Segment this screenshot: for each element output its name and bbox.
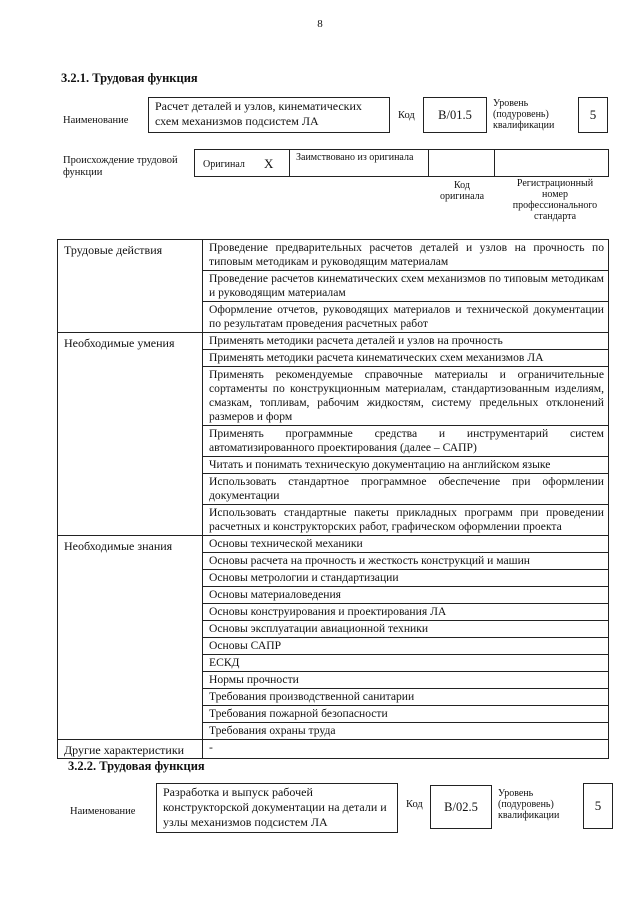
- origin-label: Происхождение трудовой функции: [63, 155, 178, 178]
- category-cell: Необходимые знания: [58, 536, 203, 740]
- function-name-box: Расчет деталей и узлов, кинематических схем механизмов подсистем ЛА: [148, 97, 390, 133]
- borrowed-label: Заимствовано из оригинала: [296, 152, 414, 163]
- table-row: [58, 536, 609, 553]
- level-label: Уровень (подуровень) квалификации: [493, 98, 555, 131]
- item-cell: Основы технической механики: [203, 536, 609, 553]
- name-label: Наименование: [63, 115, 129, 126]
- function-name-box-2: Разработка и выпуск рабочей конструкторской документации на детали и узлы механизмов подсистем ЛА: [156, 783, 398, 833]
- table-row: [58, 333, 609, 350]
- qualification-level-box-2: 5: [583, 783, 613, 829]
- item-cell: Требования пожарной безопасности: [203, 706, 609, 723]
- item-cell: -: [203, 740, 609, 759]
- original-label: Оригинал: [203, 159, 245, 170]
- item-cell: Основы материаловедения: [203, 587, 609, 604]
- page-number: 8: [317, 18, 323, 30]
- item-cell: Оформление отчетов, руководящих материалов и технической документации по результатам проведения расчетных работ: [203, 302, 609, 333]
- original-code-caption: Код оригинала: [439, 180, 485, 202]
- item-cell: Основы конструирования и проектирования ЛА: [203, 604, 609, 621]
- table-row: [58, 240, 609, 271]
- item-cell: Использовать стандартное программное обеспечение при оформлении документации: [203, 474, 609, 505]
- category-cell: Другие характеристики: [58, 740, 203, 759]
- code-label: Код: [398, 110, 415, 121]
- category-cell: Необходимые умения: [58, 333, 203, 536]
- function-details-table: [57, 239, 609, 759]
- section-title-3-2-1: 3.2.1. Трудовая функция: [61, 71, 198, 85]
- function-code-box: В/01.5: [423, 97, 487, 133]
- name-label-2: Наименование: [70, 806, 136, 817]
- section-title-3-2-2: 3.2.2. Трудовая функция: [68, 759, 205, 773]
- item-cell: Основы метрологии и стандартизации: [203, 570, 609, 587]
- item-cell: Проведение расчетов кинематических схем механизмов по типовым методикам и руководящим материалам: [203, 271, 609, 302]
- origin-row: [194, 149, 609, 177]
- item-cell: Применять программные средства и инструментарий систем автоматизированного проектирования (далее – САПР): [203, 426, 609, 457]
- category-cell: Трудовые действия: [58, 240, 203, 333]
- item-cell: Основы эксплуатации авиационной техники: [203, 621, 609, 638]
- registration-number-caption: Регистрационный номер профессионального стандарта: [512, 178, 598, 222]
- item-cell: Проведение предварительных расчетов деталей и узлов на прочность по типовым методикам и руководящим материалам: [203, 240, 609, 271]
- item-cell: Требования производственной санитарии: [203, 689, 609, 706]
- code-label-2: Код: [406, 799, 423, 810]
- item-cell: Использовать стандартные пакеты прикладных программ при проведении расчетных и конструкторских работ, графическом оформлении проекта: [203, 505, 609, 536]
- item-cell: Читать и понимать техническую документацию на английском языке: [203, 457, 609, 474]
- item-cell: Применять методики расчета кинематических схем механизмов ЛА: [203, 350, 609, 367]
- level-label-2: Уровень (подуровень) квалификации: [498, 788, 560, 821]
- item-cell: Применять методики расчета деталей и узлов на прочность: [203, 333, 609, 350]
- item-cell: Основы САПР: [203, 638, 609, 655]
- function-code-box-2: В/02.5: [430, 785, 492, 829]
- original-mark: Х: [264, 156, 274, 171]
- table-row: [58, 740, 609, 759]
- item-cell: Основы расчета на прочность и жесткость конструкций и машин: [203, 553, 609, 570]
- item-cell: Требования охраны труда: [203, 723, 609, 740]
- item-cell: Применять рекомендуемые справочные материалы и ограничительные сортаменты по конструкционным материалам, стандартизованным изделиям, смазкам, топливам, рабочим жидкостям, систему предельных отклонений размеров и форм: [203, 367, 609, 426]
- item-cell: ЕСКД: [203, 655, 609, 672]
- qualification-level-box: 5: [578, 97, 608, 133]
- item-cell: Нормы прочности: [203, 672, 609, 689]
